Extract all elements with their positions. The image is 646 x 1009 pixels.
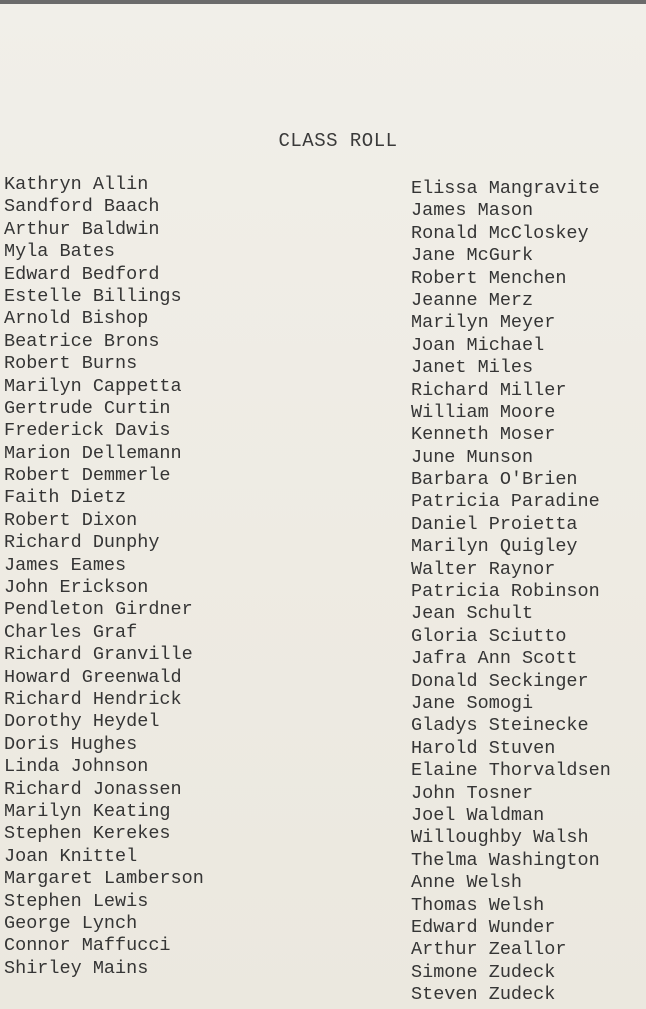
list-item: Jafra Ann Scott bbox=[411, 648, 578, 670]
list-item: Richard Dunphy bbox=[4, 532, 160, 554]
list-item: James Mason bbox=[411, 200, 534, 222]
list-item: Thomas Welsh bbox=[411, 894, 545, 916]
list-item: Kenneth Moser bbox=[411, 424, 556, 446]
list-item: June Munson bbox=[411, 446, 534, 468]
list-item: Howard Greenwald bbox=[4, 666, 182, 688]
list-item: Anne Welsh bbox=[411, 872, 523, 894]
list-item: Gladys Steinecke bbox=[411, 715, 589, 737]
list-item: James Eames bbox=[4, 554, 127, 576]
list-item: Robert Menchen bbox=[411, 267, 567, 289]
list-item: Thelma Washington bbox=[411, 849, 600, 871]
list-item: Marilyn Quigley bbox=[411, 536, 578, 558]
list-item: Pendleton Girdner bbox=[4, 599, 193, 621]
list-item: Robert Demmerle bbox=[4, 465, 171, 487]
list-item: Jeanne Merz bbox=[411, 289, 534, 311]
name-list-right bbox=[411, 178, 611, 1006]
list-item: Edward Wunder bbox=[411, 916, 556, 938]
list-item: Gloria Sciutto bbox=[411, 625, 567, 647]
list-item: Joan Michael bbox=[411, 334, 545, 356]
list-item: Harold Stuven bbox=[411, 737, 556, 759]
list-item: William Moore bbox=[411, 401, 556, 423]
list-item: Robert Dixon bbox=[4, 509, 138, 531]
list-item: Arthur Baldwin bbox=[4, 218, 160, 240]
list-item: Marilyn Meyer bbox=[411, 312, 556, 334]
list-item: Arthur Zeallor bbox=[411, 939, 567, 961]
list-item: Stephen Kerekes bbox=[4, 823, 171, 845]
list-item: Doris Hughes bbox=[4, 733, 138, 755]
list-item: Frederick Davis bbox=[4, 420, 171, 442]
list-item: Marion Dellemann bbox=[4, 442, 182, 464]
list-item: Myla Bates bbox=[4, 241, 116, 263]
page-title: CLASS ROLL bbox=[278, 130, 398, 152]
list-item: Shirley Mains bbox=[4, 957, 149, 979]
list-item: Dorothy Heydel bbox=[4, 711, 160, 733]
list-item: Gertrude Curtin bbox=[4, 397, 171, 419]
list-item: Walter Raynor bbox=[411, 558, 556, 580]
list-item: Edward Bedford bbox=[4, 263, 160, 285]
list-item: Janet Miles bbox=[411, 357, 534, 379]
list-item: Ronald McCloskey bbox=[411, 222, 589, 244]
list-item: Patricia Paradine bbox=[411, 491, 600, 513]
list-item: Faith Dietz bbox=[4, 487, 127, 509]
list-item: Linda Johnson bbox=[4, 756, 149, 778]
list-item: Connor Maffucci bbox=[4, 935, 171, 957]
list-item: Richard Hendrick bbox=[4, 688, 182, 710]
list-item: Sandford Baach bbox=[4, 196, 160, 218]
list-item: Stephen Lewis bbox=[4, 890, 149, 912]
list-item: Joan Knittel bbox=[4, 845, 138, 867]
list-item: Daniel Proietta bbox=[411, 513, 578, 535]
name-list-left bbox=[4, 174, 204, 980]
list-item: Marilyn Keating bbox=[4, 800, 171, 822]
list-item: Joel Waldman bbox=[411, 804, 545, 826]
list-item: Robert Burns bbox=[4, 353, 138, 375]
list-item: Beatrice Brons bbox=[4, 330, 160, 352]
list-item: Marilyn Cappetta bbox=[4, 375, 182, 397]
list-item: George Lynch bbox=[4, 912, 138, 934]
list-item: John Tosner bbox=[411, 782, 534, 804]
top-border-rule bbox=[0, 0, 646, 4]
list-item: Steven Zudeck bbox=[411, 984, 556, 1006]
list-item: Charles Graf bbox=[4, 621, 138, 643]
list-item: Jean Schult bbox=[411, 603, 534, 625]
list-item: Patricia Robinson bbox=[411, 581, 600, 603]
list-item: Richard Jonassen bbox=[4, 778, 182, 800]
list-item: Richard Granville bbox=[4, 644, 193, 666]
list-item: Simone Zudeck bbox=[411, 961, 556, 983]
list-item: Margaret Lamberson bbox=[4, 868, 204, 890]
list-item: John Erickson bbox=[4, 577, 149, 599]
list-item: Elaine Thorvaldsen bbox=[411, 760, 611, 782]
list-item: Kathryn Allin bbox=[4, 174, 149, 195]
list-item: Barbara O'Brien bbox=[411, 469, 578, 491]
list-item: Elissa Mangravite bbox=[411, 178, 600, 199]
list-item: Willoughby Walsh bbox=[411, 827, 589, 849]
list-item: Jane Somogi bbox=[411, 692, 534, 714]
list-item: Jane McGurk bbox=[411, 245, 534, 267]
list-item: Arnold Bishop bbox=[4, 308, 149, 330]
list-item: Estelle Billings bbox=[4, 285, 182, 307]
list-item: Richard Miller bbox=[411, 379, 567, 401]
list-item: Donald Seckinger bbox=[411, 670, 589, 692]
